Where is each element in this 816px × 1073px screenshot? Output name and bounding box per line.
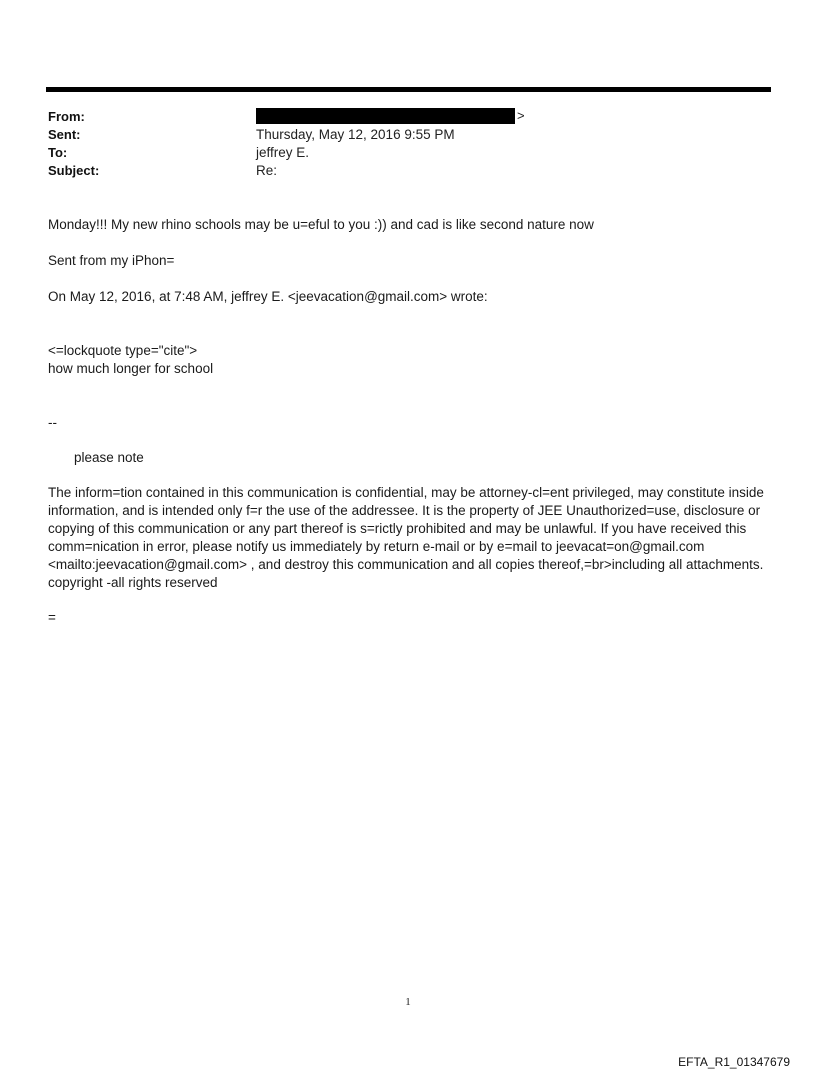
header-rule	[46, 87, 771, 92]
subject-value: Re:	[256, 163, 278, 178]
body-line-quoted-text: how much longer for school	[48, 361, 214, 376]
to-value: jeffrey E.	[256, 145, 310, 160]
page-number: 1	[405, 996, 411, 1008]
from-label: From:	[48, 109, 85, 124]
from-value-tail: >	[517, 108, 525, 123]
body-line-please-note: please note	[74, 450, 144, 465]
redaction-bar	[256, 108, 515, 124]
sent-label: Sent:	[48, 127, 81, 142]
body-line-trailing: =	[48, 610, 56, 625]
to-label: To:	[48, 145, 68, 160]
subject-label: Subject:	[48, 163, 100, 178]
body-line-quote-header: On May 12, 2016, at 7:48 AM, jeffrey E. <jeevacation@gmail.com> wrote:	[48, 289, 488, 304]
body-line-separator: --	[48, 415, 57, 430]
body-line-blockquote-tag: <=lockquote type="cite">	[48, 343, 198, 358]
disclaimer-paragraph: The inform=tion contained in this communication is confidential, may be attorney-cl=ent privileged, may constitute inside information, and is intended only f=r the use of the addressee. It is the property of JEE Unauthorized=use, disclosure or copying of this communication or any part thereof is s=rictly prohibited and may be unlawful. If you have received this comm=nication in error, please notify us immediately by return e-mail or by e=mail to jeevacat=on@gmail.com <mailto:jeevacation@gmail.com> , and destroy this communication and all copies thereof,=br>including all attachments. copyright -all rights reserved	[48, 485, 764, 590]
body-line-message: Monday!!! My new rhino schools may be u=eful to you :)) and cad is like second nature now	[48, 217, 594, 232]
document-id: EFTA_R1_01347679	[678, 1055, 790, 1069]
body-line-signature: Sent from my iPhon=	[48, 253, 175, 268]
sent-value: Thursday, May 12, 2016 9:55 PM	[256, 127, 455, 142]
